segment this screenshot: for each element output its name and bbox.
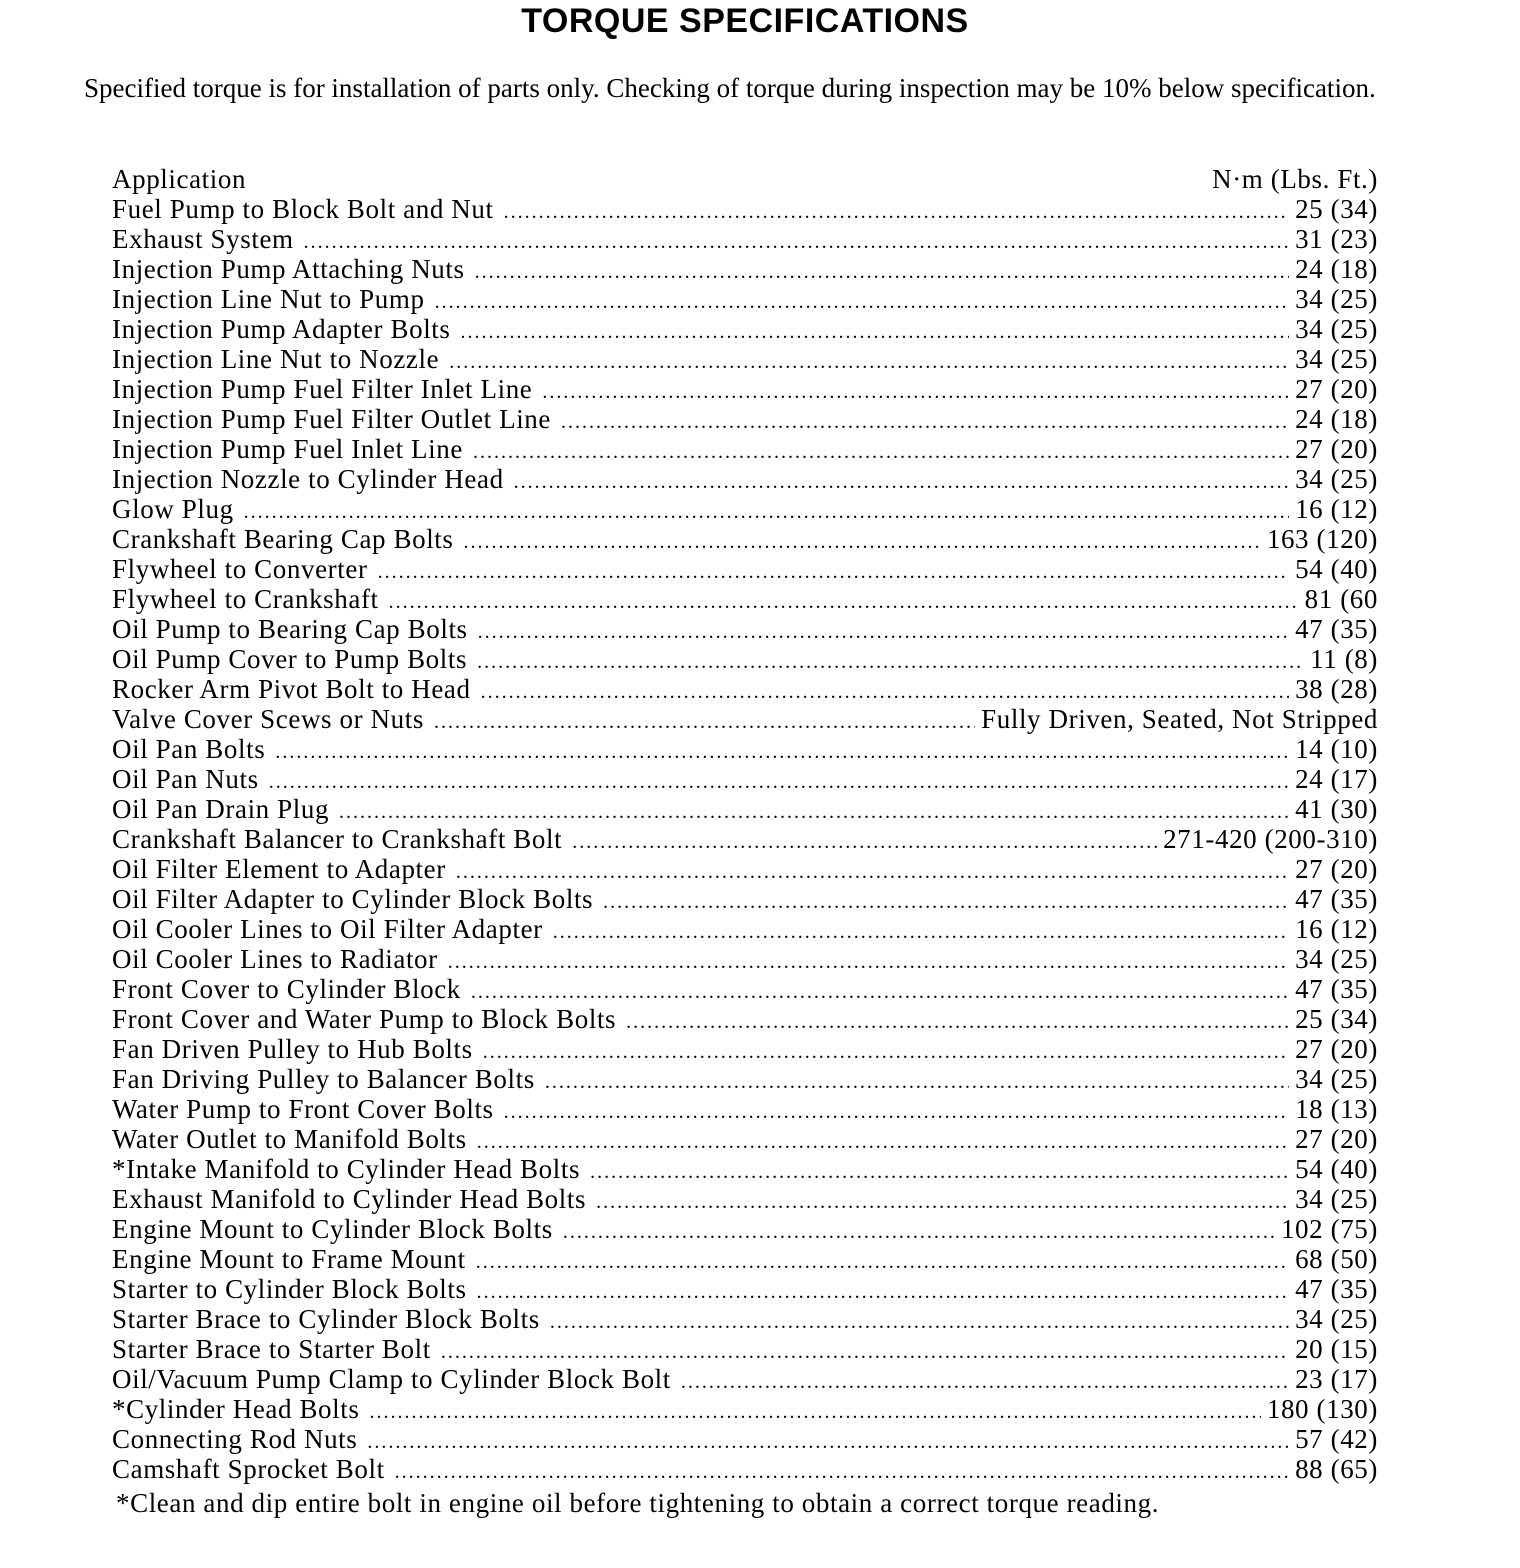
- row-torque-value: 27 (20): [1295, 1034, 1378, 1064]
- row-application: Front Cover to Cylinder Block: [112, 974, 461, 1004]
- row-torque-value: 271-420 (200-310): [1163, 824, 1378, 854]
- table-row: [112, 314, 1378, 344]
- dot-leader: [269, 771, 1289, 794]
- torque-table: [112, 164, 1378, 1484]
- row-torque-value: 16 (12): [1295, 494, 1378, 524]
- dot-leader: [514, 471, 1289, 494]
- row-torque-value: 102 (75): [1280, 1214, 1378, 1244]
- table-row: [112, 1064, 1378, 1094]
- table-row: [112, 794, 1378, 824]
- dot-leader: [395, 1461, 1289, 1484]
- row-application: Exhaust System: [112, 224, 294, 254]
- row-application: Fan Driven Pulley to Hub Bolts: [112, 1034, 473, 1064]
- row-application: Injection Nozzle to Cylinder Head: [112, 464, 504, 494]
- row-torque-value: 41 (30): [1295, 794, 1378, 824]
- row-torque-value: 34 (25): [1295, 344, 1378, 374]
- row-application: *Cylinder Head Bolts: [112, 1394, 360, 1424]
- dot-leader: [473, 441, 1289, 464]
- row-torque-value: 34 (25): [1295, 1304, 1378, 1334]
- row-torque-value: 47 (35): [1295, 614, 1378, 644]
- row-torque-value: 14 (10): [1295, 734, 1378, 764]
- dot-leader: [449, 351, 1289, 374]
- dot-leader: [448, 951, 1289, 974]
- row-application: Connecting Rod Nuts: [112, 1424, 358, 1454]
- row-torque-value: 54 (40): [1295, 554, 1378, 584]
- row-torque-value: 24 (18): [1295, 404, 1378, 434]
- table-row: [112, 914, 1378, 944]
- table-row: [112, 1154, 1378, 1184]
- table-row: [112, 644, 1378, 674]
- table-row: [112, 194, 1378, 224]
- row-application: Water Outlet to Manifold Bolts: [112, 1124, 467, 1154]
- row-torque-value: 163 (120): [1266, 524, 1378, 554]
- table-row: [112, 1304, 1378, 1334]
- row-torque-value: 31 (23): [1295, 224, 1378, 254]
- row-application: Injection Line Nut to Nozzle: [112, 344, 440, 374]
- row-torque-value: 27 (20): [1295, 854, 1378, 884]
- row-torque-value: 23 (17): [1295, 1364, 1378, 1394]
- row-application: Valve Cover Scews or Nuts: [112, 704, 424, 734]
- row-torque-value: 25 (34): [1295, 194, 1378, 224]
- row-torque-value: 54 (40): [1295, 1154, 1378, 1184]
- table-row: [112, 224, 1378, 254]
- table-row: [112, 1274, 1378, 1304]
- row-application: Oil Pan Bolts: [112, 734, 266, 764]
- dot-leader: [542, 381, 1289, 404]
- dot-leader: [563, 1221, 1275, 1244]
- row-application: *Intake Manifold to Cylinder Head Bolts: [112, 1154, 581, 1184]
- row-application: Oil Pan Nuts: [112, 764, 259, 794]
- dot-leader: [603, 891, 1289, 914]
- footnote: *Clean and dip entire bolt in engine oil before tightening to obtain a correct torque reading.: [116, 1488, 1160, 1518]
- row-application: Oil Filter Element to Adapter: [112, 854, 446, 884]
- intro-paragraph: Specified torque is for installation of parts only. Checking of torque during inspection may be 10% below specification.: [84, 73, 1376, 103]
- dot-leader: [626, 1011, 1289, 1034]
- dot-leader: [561, 411, 1289, 434]
- dot-leader: [478, 621, 1289, 644]
- table-row: [112, 1394, 1378, 1424]
- table-row: [112, 1244, 1378, 1274]
- dot-leader: [504, 1101, 1289, 1124]
- row-torque-value: 180 (130): [1266, 1394, 1378, 1424]
- row-application: Oil Pump Cover to Pump Bolts: [112, 644, 468, 674]
- row-application: Oil Pump to Bearing Cap Bolts: [112, 614, 468, 644]
- row-torque-value: 47 (35): [1295, 884, 1378, 914]
- row-application: Starter Brace to Starter Bolt: [112, 1334, 431, 1364]
- table-row: [112, 944, 1378, 974]
- table-row: [112, 614, 1378, 644]
- dot-leader: [553, 921, 1289, 944]
- row-application: Oil Cooler Lines to Oil Filter Adapter: [112, 914, 543, 944]
- dot-leader: [476, 1251, 1289, 1274]
- table-row: [112, 824, 1378, 854]
- row-application: Oil/Vacuum Pump Clamp to Cylinder Block Bolt: [112, 1364, 671, 1394]
- dot-leader: [481, 681, 1289, 704]
- row-application: Fuel Pump to Block Bolt and Nut: [112, 194, 494, 224]
- row-torque-value: 11 (8): [1310, 644, 1378, 674]
- table-row: [112, 1214, 1378, 1244]
- dot-leader: [475, 261, 1289, 284]
- table-row: [112, 704, 1378, 734]
- table-row: [112, 1334, 1378, 1364]
- table-row: [112, 1124, 1378, 1154]
- row-torque-value: 57 (42): [1295, 1424, 1378, 1454]
- dot-leader: [464, 531, 1261, 554]
- row-torque-value: 24 (17): [1295, 764, 1378, 794]
- header-units: N·m (Lbs. Ft.): [1212, 164, 1378, 194]
- row-application: Crankshaft Bearing Cap Bolts: [112, 524, 454, 554]
- dot-leader: [389, 591, 1299, 614]
- row-torque-value: 24 (18): [1295, 254, 1378, 284]
- table-row: [112, 374, 1378, 404]
- row-torque-value: 88 (65): [1295, 1454, 1378, 1484]
- row-torque-value: 18 (13): [1295, 1094, 1378, 1124]
- row-torque-value: 34 (25): [1295, 1064, 1378, 1094]
- table-row: [112, 1034, 1378, 1064]
- dot-leader: [471, 981, 1289, 1004]
- table-row: [112, 584, 1378, 614]
- dot-leader: [461, 321, 1290, 344]
- row-application: Oil Filter Adapter to Cylinder Block Bolts: [112, 884, 594, 914]
- table-row: [112, 974, 1378, 1004]
- row-application: Water Pump to Front Cover Bolts: [112, 1094, 494, 1124]
- dot-leader: [275, 741, 1289, 764]
- dot-leader: [456, 861, 1289, 884]
- row-torque-value: 34 (25): [1295, 944, 1378, 974]
- dot-leader: [244, 501, 1289, 524]
- row-torque-value: 47 (35): [1295, 1274, 1378, 1304]
- table-row: [112, 854, 1378, 884]
- table-row: [112, 674, 1378, 704]
- table-row: [112, 764, 1378, 794]
- dot-leader: [378, 561, 1290, 584]
- table-row: [112, 494, 1378, 524]
- row-torque-value: 34 (25): [1295, 314, 1378, 344]
- table-row: [112, 1364, 1378, 1394]
- row-application: Injection Pump Attaching Nuts: [112, 254, 465, 284]
- row-torque-value: 38 (28): [1295, 674, 1378, 704]
- table-row: [112, 464, 1378, 494]
- table-row: [112, 884, 1378, 914]
- dot-leader: [339, 801, 1289, 824]
- table-row: [112, 1454, 1378, 1484]
- dot-leader: [441, 1341, 1289, 1364]
- row-application: Injection Line Nut to Pump: [112, 284, 425, 314]
- table-row: [112, 284, 1378, 314]
- row-application: Engine Mount to Frame Mount: [112, 1244, 466, 1274]
- table-row: [112, 344, 1378, 374]
- row-application: Fan Driving Pulley to Balancer Bolts: [112, 1064, 535, 1094]
- row-application: Starter to Cylinder Block Bolts: [112, 1274, 467, 1304]
- dot-leader: [304, 231, 1289, 254]
- row-torque-value: 34 (25): [1295, 284, 1378, 314]
- row-torque-value: 27 (20): [1295, 1124, 1378, 1154]
- row-application: Camshaft Sprocket Bolt: [112, 1454, 385, 1484]
- dot-leader: [550, 1311, 1289, 1334]
- table-row: [112, 734, 1378, 764]
- dot-leader: [434, 711, 975, 734]
- row-application: Oil Cooler Lines to Radiator: [112, 944, 438, 974]
- row-application: Crankshaft Balancer to Crankshaft Bolt: [112, 824, 563, 854]
- row-application: Injection Pump Fuel Inlet Line: [112, 434, 463, 464]
- dot-leader: [681, 1371, 1289, 1394]
- row-application: Rocker Arm Pivot Bolt to Head: [112, 674, 471, 704]
- row-application: Flywheel to Crankshaft: [112, 584, 379, 614]
- row-application: Injection Pump Adapter Bolts: [112, 314, 451, 344]
- row-torque-value: 27 (20): [1295, 434, 1378, 464]
- row-application: Injection Pump Fuel Filter Outlet Line: [112, 404, 551, 434]
- row-torque-value: 16 (12): [1295, 914, 1378, 944]
- table-row: [112, 254, 1378, 284]
- header-application: Application: [112, 164, 247, 194]
- row-application: Oil Pan Drain Plug: [112, 794, 330, 824]
- dot-leader: [596, 1191, 1289, 1214]
- table-row: [112, 1424, 1378, 1454]
- dot-leader: [572, 831, 1157, 854]
- row-torque-value: 34 (25): [1295, 464, 1378, 494]
- dot-leader: [504, 201, 1289, 224]
- row-torque-value: 68 (50): [1295, 1244, 1378, 1274]
- dot-leader: [477, 1281, 1289, 1304]
- table-row: [112, 1184, 1378, 1214]
- table-row: [112, 554, 1378, 584]
- dot-leader: [483, 1041, 1289, 1064]
- row-torque-value: Fully Driven, Seated, Not Stripped: [981, 704, 1378, 734]
- table-row: [112, 404, 1378, 434]
- table-row: [112, 434, 1378, 464]
- dot-leader: [435, 291, 1290, 314]
- row-torque-value: 25 (34): [1295, 1004, 1378, 1034]
- row-torque-value: 27 (20): [1295, 374, 1378, 404]
- table-row: [112, 1094, 1378, 1124]
- row-torque-value: 20 (15): [1295, 1334, 1378, 1364]
- dot-leader: [477, 1131, 1289, 1154]
- table-row: [112, 1004, 1378, 1034]
- dot-leader: [590, 1161, 1289, 1184]
- table-header: [112, 164, 1378, 194]
- dot-leader: [367, 1431, 1289, 1454]
- row-application: Flywheel to Converter: [112, 554, 368, 584]
- row-torque-value: 34 (25): [1295, 1184, 1378, 1214]
- row-application: Injection Pump Fuel Filter Inlet Line: [112, 374, 533, 404]
- row-application: Exhaust Manifold to Cylinder Head Bolts: [112, 1184, 587, 1214]
- row-application: Engine Mount to Cylinder Block Bolts: [112, 1214, 553, 1244]
- row-torque-value: 81 (60: [1304, 584, 1378, 614]
- dot-leader: [369, 1401, 1260, 1424]
- dot-leader: [477, 651, 1304, 674]
- page-title: TORQUE SPECIFICATIONS: [521, 2, 969, 40]
- row-torque-value: 47 (35): [1295, 974, 1378, 1004]
- row-application: Starter Brace to Cylinder Block Bolts: [112, 1304, 540, 1334]
- row-application: Front Cover and Water Pump to Block Bolts: [112, 1004, 617, 1034]
- row-application: Glow Plug: [112, 494, 234, 524]
- table-row: [112, 524, 1378, 554]
- dot-leader: [545, 1071, 1289, 1094]
- table-rows: [112, 194, 1378, 1484]
